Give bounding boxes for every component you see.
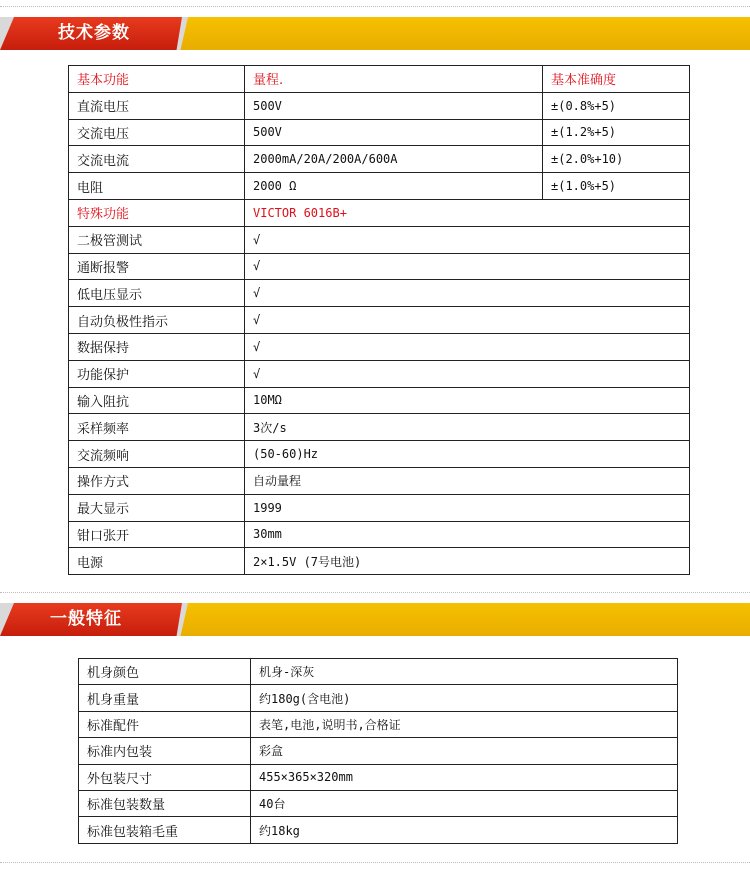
value-cell: 40台 xyxy=(251,790,678,816)
table-row xyxy=(79,685,678,711)
header-range: 量程. xyxy=(245,66,543,93)
table-row xyxy=(69,548,690,575)
table-row xyxy=(79,764,678,790)
value-cell: √ xyxy=(245,307,690,334)
table-row xyxy=(69,387,690,414)
function-cell: 功能保护 xyxy=(69,360,245,387)
function-cell: 电阻 xyxy=(69,173,245,200)
label-cell: 标准包装数量 xyxy=(79,790,251,816)
table-row xyxy=(79,711,678,737)
label-cell: 标准内包装 xyxy=(79,738,251,764)
range-cell: 500V xyxy=(245,92,543,119)
function-cell: 输入阻抗 xyxy=(69,387,245,414)
table-row xyxy=(69,280,690,307)
accuracy-cell: ±(1.2%+5) xyxy=(543,119,690,146)
value-cell: 表笔,电池,说明书,合格证 xyxy=(251,711,678,737)
function-cell: 数据保持 xyxy=(69,333,245,360)
table-row xyxy=(79,817,678,843)
section-divider xyxy=(0,592,750,593)
function-cell: 通断报警 xyxy=(69,253,245,280)
value-cell: 自动量程 xyxy=(245,467,690,494)
label-cell: 标准配件 xyxy=(79,711,251,737)
special-header-row xyxy=(69,199,690,226)
range-cell: 500V xyxy=(245,119,543,146)
function-cell: 最大显示 xyxy=(69,494,245,521)
value-cell: 约18kg xyxy=(251,817,678,843)
function-cell: 交流电压 xyxy=(69,119,245,146)
label-cell: 机身颜色 xyxy=(79,659,251,685)
range-cell: 2000mA/20A/200A/600A xyxy=(245,146,543,173)
model-name: VICTOR 6016B+ xyxy=(245,199,690,226)
value-cell: √ xyxy=(245,253,690,280)
function-cell: 交流频响 xyxy=(69,441,245,468)
table-row xyxy=(69,360,690,387)
header-accuracy: 基本准确度 xyxy=(543,66,690,93)
label-cell: 标准包装箱毛重 xyxy=(79,817,251,843)
value-cell: 3次/s xyxy=(245,414,690,441)
table-row xyxy=(79,659,678,685)
table-row xyxy=(79,738,678,764)
range-cell: 2000 Ω xyxy=(245,173,543,200)
general-table xyxy=(78,658,678,844)
function-cell: 交流电流 xyxy=(69,146,245,173)
value-cell: √ xyxy=(245,280,690,307)
function-cell: 自动负极性指示 xyxy=(69,307,245,334)
value-cell: √ xyxy=(245,360,690,387)
table-row xyxy=(69,253,690,280)
value-cell: 机身-深灰 xyxy=(251,659,678,685)
table-row xyxy=(69,307,690,334)
value-cell: 1999 xyxy=(245,494,690,521)
function-cell: 操作方式 xyxy=(69,467,245,494)
function-cell: 二极管测试 xyxy=(69,226,245,253)
value-cell: 10MΩ xyxy=(245,387,690,414)
spec-table-header-row xyxy=(69,66,690,93)
table-row xyxy=(69,226,690,253)
value-cell: (50-60)Hz xyxy=(245,441,690,468)
table-row xyxy=(69,173,690,200)
bottom-divider xyxy=(0,862,750,863)
special-function-header: 特殊功能 xyxy=(69,199,245,226)
function-cell: 直流电压 xyxy=(69,92,245,119)
function-cell: 电源 xyxy=(69,548,245,575)
function-cell: 采样频率 xyxy=(69,414,245,441)
table-row xyxy=(69,119,690,146)
label-cell: 外包装尺寸 xyxy=(79,764,251,790)
table-row xyxy=(69,414,690,441)
section-banner-tech xyxy=(0,17,750,50)
section-banner-general xyxy=(0,603,750,636)
function-cell: 钳口张开 xyxy=(69,521,245,548)
section-title-general: 一般特征 xyxy=(50,609,122,629)
accuracy-cell: ±(1.0%+5) xyxy=(543,173,690,200)
value-cell: 455×365×320mm xyxy=(251,764,678,790)
label-cell: 机身重量 xyxy=(79,685,251,711)
accuracy-cell: ±(2.0%+10) xyxy=(543,146,690,173)
value-cell: 彩盒 xyxy=(251,738,678,764)
table-row xyxy=(69,521,690,548)
table-row xyxy=(79,790,678,816)
accuracy-cell: ±(0.8%+5) xyxy=(543,92,690,119)
top-divider xyxy=(0,6,750,7)
value-cell: √ xyxy=(245,333,690,360)
value-cell: √ xyxy=(245,226,690,253)
value-cell: 2×1.5V (7号电池) xyxy=(245,548,690,575)
function-cell: 低电压显示 xyxy=(69,280,245,307)
table-row xyxy=(69,441,690,468)
value-cell: 约180g(含电池) xyxy=(251,685,678,711)
spec-table xyxy=(68,65,690,575)
table-row xyxy=(69,92,690,119)
table-row xyxy=(69,146,690,173)
table-row xyxy=(69,333,690,360)
table-row xyxy=(69,494,690,521)
value-cell: 30mm xyxy=(245,521,690,548)
section-title-tech: 技术参数 xyxy=(58,23,130,43)
header-function: 基本功能 xyxy=(69,66,245,93)
table-row xyxy=(69,467,690,494)
